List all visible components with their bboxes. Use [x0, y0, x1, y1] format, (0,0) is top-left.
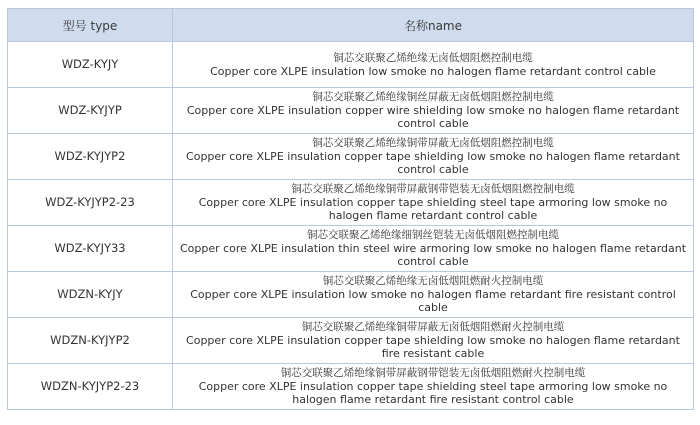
name-en: Copper core XLPE insulation copper wire shielding low smoke no halogen flame retardant control cable — [186, 104, 680, 130]
table-row — [8, 364, 694, 410]
name-zh: 铜芯交联聚乙烯绝缘细钢丝铠装无卤低烟阻燃控制电缆 — [307, 229, 559, 241]
name-en: Copper core XLPE insulation copper tape shielding low smoke no halogen flame retardant fire resistant cable — [186, 334, 680, 360]
table-row — [8, 226, 694, 272]
name-en: Copper core XLPE insulation copper tape shielding low smoke no halogen flame retardant control cable — [186, 150, 680, 176]
name-cell — [173, 88, 694, 134]
table-row — [8, 180, 694, 226]
name-zh: 铜芯交联聚乙烯绝缘铜丝屏蔽无卤低烟阻燃控制电缆 — [312, 91, 554, 103]
name-zh: 铜芯交联聚乙烯绝缘铜带屏蔽钢带铠装无卤低烟阻燃耐火控制电缆 — [280, 367, 586, 379]
table-row — [8, 318, 694, 364]
table-row — [8, 272, 694, 318]
model-cell: WDZN-KYJYP2-23 — [8, 364, 173, 410]
model-cell: WDZ-KYJY33 — [8, 226, 173, 272]
model-cell: WDZN-KYJY — [8, 272, 173, 318]
name-en: Copper core XLPE insulation copper tape shielding steel tape armoring low smoke no halogen flame retardant control cable — [198, 196, 668, 222]
name-zh: 铜芯交联聚乙烯绝缘铜带屏蔽钢带铠装无卤低烟阻燃控制电缆 — [291, 183, 575, 195]
name-en: Copper core XLPE insulation thin steel wire armoring low smoke no halogen flame retardant control cable — [179, 242, 687, 268]
name-cell — [173, 180, 694, 226]
name-zh: 铜芯交联聚乙烯绝缘无卤低烟阻燃控制电缆 — [333, 51, 533, 64]
name-cell — [173, 318, 694, 364]
model-cell: WDZN-KYJYP2 — [8, 318, 173, 364]
table-row — [8, 42, 694, 88]
table-header-row — [8, 9, 694, 42]
model-cell: WDZ-KYJYP — [8, 88, 173, 134]
name-cell — [173, 364, 694, 410]
name-cell — [173, 134, 694, 180]
model-cell: WDZ-KYJYP2-23 — [8, 180, 173, 226]
name-cell — [173, 42, 694, 88]
model-cell: WDZ-KYJY — [8, 42, 173, 88]
name-cell — [173, 272, 694, 318]
cable-spec-table — [7, 8, 694, 410]
name-zh: 铜芯交联聚乙烯绝缘无卤低烟阻燃耐火控制电缆 — [322, 275, 544, 287]
table-row — [8, 134, 694, 180]
name-zh: 铜芯交联聚乙烯绝缘铜带屏蔽无卤低烟阻燃耐火控制电缆 — [301, 321, 565, 333]
name-en: Copper core XLPE insulation low smoke no halogen flame retardant control cable — [210, 64, 656, 78]
name-cell — [173, 226, 694, 272]
name-zh: 铜芯交联聚乙烯绝缘铜带屏蔽无卤低烟阻燃控制电缆 — [312, 137, 554, 149]
model-column-header: 型号 type — [8, 9, 173, 42]
name-column-header: 名称name — [173, 9, 694, 42]
name-en: Copper core XLPE insulation low smoke no halogen flame retardant fire resistant control cable — [190, 288, 676, 314]
name-en: Copper core XLPE insulation copper tape shielding steel tape armoring low smoke no halogen flame retardant fire resistant control cable — [198, 380, 668, 406]
model-cell: WDZ-KYJYP2 — [8, 134, 173, 180]
table-row — [8, 88, 694, 134]
